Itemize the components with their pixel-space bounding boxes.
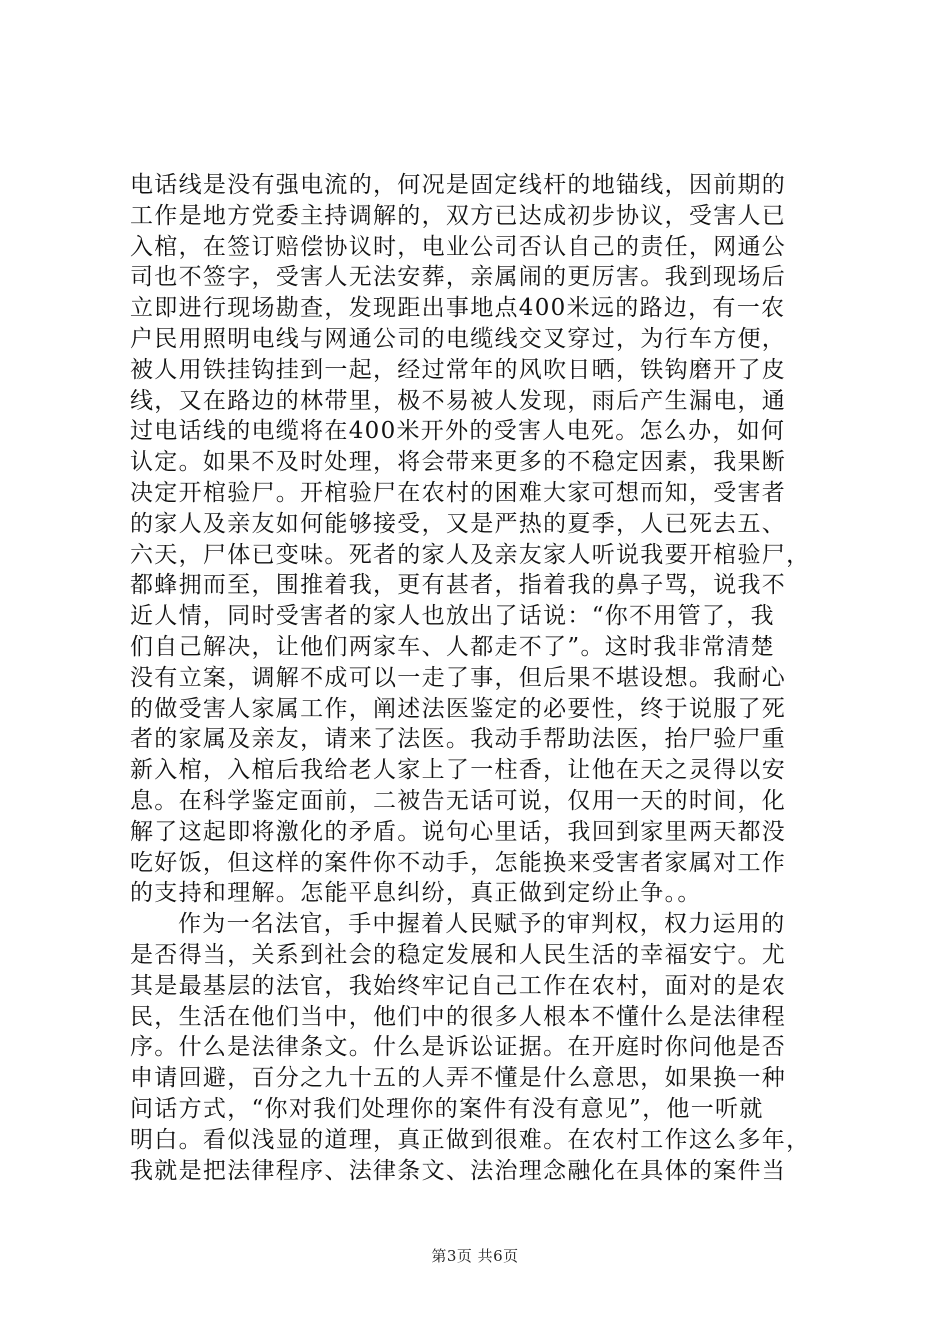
- text-line: 电话线是没有强电流的，何况是固定线杆的地锚线，因前期的: [130, 172, 787, 198]
- text-line: 被人用铁挂钩挂到一起，经过常年的风吹日晒，铁钩磨开了皮: [130, 356, 787, 383]
- text-line: 息。在科学鉴定面前，二被告无话可说，仅用一天的时间，化: [130, 787, 787, 814]
- text-line: 问话方式，“你对我们处理你的案件有没有意见”，他一听就: [130, 1095, 764, 1122]
- text-line: 认定。如果不及时处理，将会带来更多的不稳定因素，我果断: [130, 449, 787, 476]
- text-line: 过电话线的电缆将在400米开外的受害人电死。怎么办，如何: [130, 418, 786, 445]
- text-line: 立即进行现场勘查，发现距出事地点400米远的路边，有一农: [130, 295, 786, 322]
- text-line: 都蜂拥而至，围推着我，更有甚者，指着我的鼻子骂，说我不: [130, 572, 787, 599]
- text-line: 者的家属及亲友，请来了法医。我动手帮助法医，抬尸验尸重: [130, 726, 787, 753]
- text-line: 决定开棺验尸。开棺验尸在农村的困难大家可想而知，受害者: [130, 479, 787, 506]
- text-line: 序。什么是法律条文。什么是诉讼证据。在开庭时你问他是否: [130, 1034, 787, 1061]
- paragraph-2: [130, 909, 830, 1186]
- page-number-footer: 第3页 共6页: [431, 1247, 519, 1265]
- text-line: 司也不签字，受害人无法安葬，亲属闹的更厉害。我到现场后: [130, 264, 787, 291]
- body-text: [130, 170, 830, 1186]
- text-line: 户民用照明电线与网通公司的电缆线交叉穿过，为行车方便，: [130, 325, 787, 352]
- text-line: 申请回避，百分之九十五的人弄不懂是什么意思，如果换一种: [130, 1065, 787, 1092]
- text-line: 吃好饭，但这样的案件你不动手，怎能换来受害者家属对工作: [130, 849, 787, 876]
- text-line: 作为一名法官，手中握着人民赋予的审判权，权力运用的: [178, 911, 786, 938]
- text-line: 明白。看似浅显的道理，真正做到很难。在农村工作这么多年，: [130, 1126, 811, 1153]
- text-line: 的家人及亲友如何能够接受，又是严热的夏季，人已死去五、: [130, 510, 787, 537]
- paragraph-1: [130, 170, 830, 909]
- text-line: 六天，尸体已变味。死者的家人及亲友家人听说我要开棺验尸，: [130, 541, 811, 568]
- text-line: 近人情，同时受害者的家人也放出了话说：“你不用管了，我: [130, 603, 775, 630]
- text-line: 线，又在路边的林带里，极不易被人发现，雨后产生漏电，通: [130, 387, 787, 414]
- text-line: 工作是地方党委主持调解的，双方已达成初步协议，受害人已: [130, 202, 787, 229]
- text-line: 入棺，在签订赔偿协议时，电业公司否认自己的责任，网通公: [130, 233, 787, 260]
- text-line: 民，生活在他们当中，他们中的很多人根本不懂什么是法律程: [130, 1003, 787, 1030]
- text-line: 解了这起即将激化的矛盾。说句心里话，我回到家里两天都没: [130, 818, 787, 845]
- text-line: 的做受害人家属工作，阐述法医鉴定的必要性，终于说服了死: [130, 695, 787, 722]
- text-line: 新入棺，入棺后我给老人家上了一柱香，让他在天之灵得以安: [130, 757, 787, 784]
- text-line: 的支持和理解。怎能平息纠纷，真正做到定纷止争。。: [130, 880, 702, 907]
- text-line: 其是最基层的法官，我始终牢记自己工作在农村，面对的是农: [130, 972, 787, 999]
- text-line: 我就是把法律程序、法律条文、法治理念融化在具体的案件当: [130, 1157, 787, 1184]
- text-line: 们自己解决，让他们两家车、人都走不了”。这时我非常清楚: [130, 633, 775, 660]
- text-line: 是否得当，关系到社会的稳定发展和人民生活的幸福安宁。尤: [130, 941, 787, 968]
- text-line: 没有立案，调解不成可以一走了事，但后果不堪设想。我耐心: [130, 664, 787, 691]
